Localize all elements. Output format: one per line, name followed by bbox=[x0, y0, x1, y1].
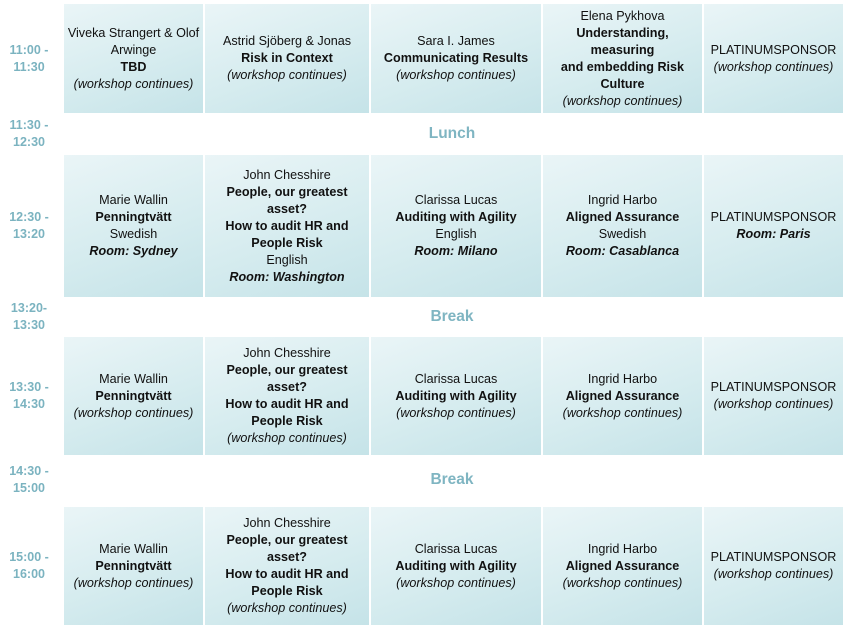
session-line: How to audit HR and bbox=[225, 218, 349, 233]
session-line: People, our greatest asset? bbox=[226, 363, 348, 394]
session-line: Clarissa Lucas bbox=[414, 371, 498, 386]
session-line: John Chesshire bbox=[243, 167, 331, 182]
time-text: 12:30 bbox=[13, 135, 45, 149]
session-line: Viveka Strangert & Olof bbox=[67, 25, 200, 40]
session-cell bbox=[205, 4, 369, 113]
session-line: Marie Wallin bbox=[99, 371, 168, 386]
session-line: Swedish bbox=[598, 227, 647, 241]
session-cell bbox=[205, 337, 369, 455]
session-line: People Risk bbox=[251, 235, 323, 250]
session-line: Auditing with Agility bbox=[395, 388, 517, 403]
time-text: 11:30 - bbox=[9, 118, 49, 132]
session-line: (workshop continues) bbox=[396, 405, 516, 420]
session-line: John Chesshire bbox=[243, 346, 331, 360]
session-line: PLATINUMSPONSOR bbox=[710, 210, 837, 224]
session-line: English bbox=[266, 252, 308, 267]
session-line: (workshop continues) bbox=[562, 405, 683, 420]
session-line: (workshop continues) bbox=[227, 601, 347, 615]
session-line: (workshop continues) bbox=[73, 405, 194, 420]
session-cell bbox=[704, 507, 843, 625]
session-line: (workshop continues) bbox=[227, 431, 347, 445]
session-line: Penningtvätt bbox=[95, 558, 172, 573]
session-line: (workshop continues) bbox=[396, 68, 516, 82]
session-line: Room: Milano bbox=[414, 244, 498, 258]
time-text: 14:30 bbox=[13, 397, 45, 411]
session-line: John Chesshire bbox=[243, 516, 331, 530]
session-line: Culture bbox=[600, 76, 645, 91]
time-slot bbox=[0, 4, 58, 113]
time-slot bbox=[0, 337, 58, 455]
session-cell bbox=[371, 4, 541, 113]
session-line: Marie Wallin bbox=[99, 193, 168, 207]
time-text: 14:30 - bbox=[9, 464, 49, 478]
session-line: Swedish bbox=[109, 227, 158, 241]
time-slot bbox=[0, 458, 58, 502]
time-text: 11:30 bbox=[13, 59, 45, 74]
session-cell bbox=[371, 155, 541, 297]
session-line: and embedding Risk bbox=[560, 59, 685, 74]
session-line: Communicating Results bbox=[383, 51, 529, 65]
session-line: English bbox=[435, 227, 477, 241]
session-line: Astrid Sjöberg & Jonas bbox=[222, 34, 352, 48]
session-line: (workshop continues) bbox=[73, 575, 194, 590]
session-line: Aligned Assurance bbox=[565, 558, 680, 573]
session-line: Room: Washington bbox=[229, 269, 345, 284]
session-line: Clarissa Lucas bbox=[414, 193, 498, 207]
session-line: How to audit HR and bbox=[225, 397, 349, 411]
session-line: Penningtvätt bbox=[95, 388, 172, 403]
session-line: People Risk bbox=[251, 584, 323, 598]
session-line: Sara I. James bbox=[417, 34, 495, 48]
session-cell bbox=[371, 507, 541, 625]
session-cell bbox=[543, 4, 702, 113]
session-line: Auditing with Agility bbox=[395, 558, 517, 573]
session-line: (workshop continues) bbox=[713, 567, 834, 581]
session-line: Ingrid Harbo bbox=[587, 371, 658, 386]
session-line: Marie Wallin bbox=[99, 541, 168, 556]
session-line: PLATINUMSPONSOR bbox=[710, 550, 837, 564]
session-cell bbox=[543, 337, 702, 455]
session-cell bbox=[64, 4, 203, 113]
session-cell bbox=[64, 155, 203, 297]
session-line: People, our greatest asset? bbox=[226, 184, 348, 216]
session-cell bbox=[64, 507, 203, 625]
session-line: (workshop continues) bbox=[396, 575, 516, 590]
time-text: 13:30 bbox=[13, 318, 45, 332]
session-cell bbox=[543, 155, 702, 297]
session-line: Aligned Assurance bbox=[565, 388, 680, 403]
session-line: (workshop continues) bbox=[73, 76, 194, 91]
break-label: Break bbox=[430, 308, 474, 325]
time-text: 13:30 - bbox=[9, 380, 49, 394]
session-cell bbox=[704, 337, 843, 455]
session-line: (workshop continues) bbox=[562, 575, 683, 590]
session-line: People, our greatest asset? bbox=[226, 533, 348, 564]
time-slot bbox=[0, 300, 58, 334]
time-text: 15:00 bbox=[13, 481, 45, 495]
session-line: Auditing with Agility bbox=[395, 210, 517, 224]
time-text: 16:00 bbox=[13, 567, 45, 581]
session-line: Clarissa Lucas bbox=[414, 541, 498, 556]
session-cell bbox=[205, 155, 369, 297]
session-line: Elena Pykhova bbox=[580, 8, 665, 23]
session-line: Aligned Assurance bbox=[565, 210, 680, 224]
session-line: Understanding, measuring bbox=[576, 25, 669, 57]
session-line: Arwinge bbox=[110, 42, 157, 57]
time-text: 11:00 - bbox=[9, 42, 49, 57]
time-text: 12:30 - bbox=[9, 210, 49, 224]
time-slot bbox=[0, 116, 58, 152]
time-text: 13:20 bbox=[13, 227, 45, 241]
session-line: Risk in Context bbox=[241, 51, 333, 65]
session-line: Ingrid Harbo bbox=[587, 193, 658, 207]
session-line: People Risk bbox=[251, 414, 323, 428]
session-line: Room: Casablanca bbox=[565, 244, 680, 258]
session-line: PLATINUMSPONSOR bbox=[710, 42, 837, 57]
session-line: Ingrid Harbo bbox=[587, 541, 658, 556]
session-cell bbox=[371, 337, 541, 455]
session-line: (workshop continues) bbox=[713, 59, 834, 74]
session-cell bbox=[704, 155, 843, 297]
session-cell bbox=[205, 507, 369, 625]
time-slot bbox=[0, 155, 58, 297]
session-line: How to audit HR and bbox=[225, 567, 349, 581]
session-cell bbox=[704, 4, 843, 113]
session-line: PLATINUMSPONSOR bbox=[710, 380, 837, 394]
session-line: (workshop continues) bbox=[713, 397, 834, 411]
session-cell bbox=[64, 337, 203, 455]
time-text: 13:20- bbox=[10, 301, 48, 315]
session-line: (workshop continues) bbox=[562, 93, 683, 108]
session-line: Room: Paris bbox=[736, 227, 811, 241]
session-line: Room: Sydney bbox=[89, 244, 178, 258]
session-line: (workshop continues) bbox=[227, 68, 347, 82]
break-label: Lunch bbox=[428, 125, 476, 142]
session-line: Penningtvätt bbox=[95, 210, 172, 224]
time-text: 15:00 - bbox=[9, 550, 49, 564]
session-line: TBD bbox=[120, 59, 147, 74]
time-slot bbox=[0, 507, 58, 625]
break-label: Break bbox=[430, 471, 474, 488]
session-cell bbox=[543, 507, 702, 625]
